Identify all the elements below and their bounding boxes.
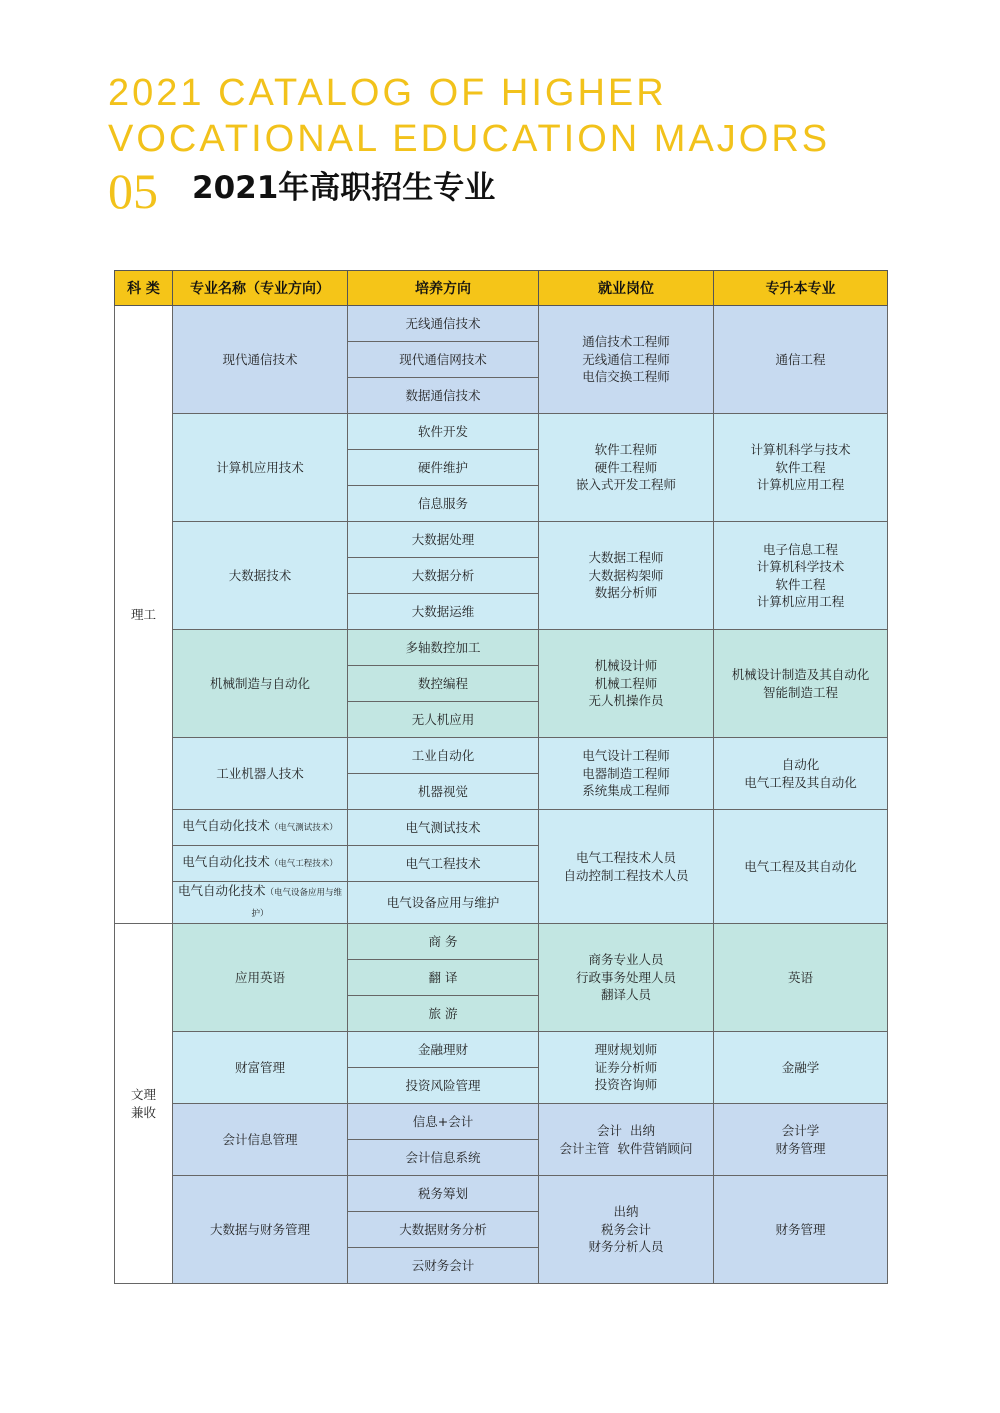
jobs-cell [539, 738, 714, 810]
upgrade-item: 电子信息工程 [762, 541, 838, 557]
direction-cell: 信息服务 [348, 486, 539, 522]
table-row [115, 414, 888, 450]
jobs-cell [539, 924, 714, 1032]
jobs-cell [539, 1104, 714, 1176]
upgrade-cell [714, 1104, 888, 1176]
job-item: 商务专业人员 [588, 952, 664, 968]
upgrade-item: 通信工程 [775, 351, 826, 367]
upgrade-item: 机械设计制造及其自动化 [731, 667, 870, 682]
upgrade-item: 金融学 [781, 1059, 820, 1075]
job-item: 嵌入式开发工程师 [575, 477, 676, 493]
english-heading-line2: VOCATIONAL EDUCATION MAJORS [108, 118, 831, 160]
upgrade-item: 会计学 [781, 1123, 820, 1138]
english-heading-line1: 2021 CATALOG OF HIGHER [108, 72, 667, 114]
jobs-cell [539, 414, 714, 522]
upgrade-item: 计算机应用工程 [756, 477, 845, 493]
direction-cell: 电气设备应用与维护 [348, 882, 539, 924]
upgrade-cell [714, 1032, 888, 1104]
upgrade-cell [714, 630, 888, 738]
major-name: 财富管理 [173, 1032, 348, 1104]
upgrade-item: 计算机应用工程 [756, 594, 845, 609]
upgrade-item: 计算机科学与技术 [750, 442, 851, 458]
upgrade-cell [714, 924, 888, 1032]
major-name-text: 电气自动化技术 [182, 818, 270, 834]
table-row [115, 522, 888, 558]
column-header-jobs: 就业岗位 [539, 271, 714, 306]
jobs-cell [539, 1176, 714, 1284]
job-item: 大数据构架师 [588, 567, 664, 583]
direction-cell: 税务筹划 [348, 1176, 539, 1212]
jobs-cell [539, 522, 714, 630]
job-item: 税务会计 [600, 1221, 651, 1237]
job-item: 会计 出纳 [597, 1123, 655, 1138]
job-item: 数据分析师 [594, 585, 658, 601]
jobs-cell [539, 1032, 714, 1104]
major-name: 现代通信技术 [173, 306, 348, 414]
job-item: 电气工程技术人员 [575, 850, 676, 865]
majors-table [114, 270, 888, 1284]
major-name [173, 846, 348, 882]
upgrade-cell [714, 522, 888, 630]
job-item: 通信技术工程师 [582, 334, 670, 350]
job-item: 行政事务处理人员 [575, 969, 676, 985]
major-name: 机械制造与自动化 [173, 630, 348, 738]
direction-cell: 工业自动化 [348, 738, 539, 774]
direction-cell: 旅 游 [348, 996, 539, 1032]
direction-cell: 大数据财务分析 [348, 1212, 539, 1248]
category-arts-science [115, 924, 173, 1284]
upgrade-item: 财务管理 [775, 1140, 826, 1156]
table-row [115, 630, 888, 666]
direction-cell: 金融理财 [348, 1032, 539, 1068]
job-item: 自动控制工程技术人员 [563, 867, 689, 883]
direction-cell: 硬件维护 [348, 450, 539, 486]
major-name: 计算机应用技术 [173, 414, 348, 522]
job-item: 机械工程师 [594, 675, 658, 691]
job-item: 投资咨询师 [594, 1077, 658, 1093]
major-name-text: 电气自动化技术 [177, 883, 266, 898]
major-name: 应用英语 [173, 924, 348, 1032]
major-name: 会计信息管理 [173, 1104, 348, 1176]
job-item: 软件工程师 [594, 442, 658, 458]
section-title: 2021年高职招生专业 [192, 170, 496, 206]
table-row [115, 1176, 888, 1212]
table-row [115, 1032, 888, 1068]
direction-cell: 多轴数控加工 [348, 630, 539, 666]
job-item: 理财规划师 [594, 1042, 658, 1058]
major-name [173, 810, 348, 846]
direction-cell: 电气工程技术 [348, 846, 539, 882]
english-heading [108, 70, 830, 162]
job-item: 财务分析人员 [588, 1239, 664, 1255]
table-row [115, 738, 888, 774]
jobs-cell [539, 810, 714, 924]
jobs-cell [539, 306, 714, 414]
major-direction-note: （电气工程技术） [269, 859, 338, 870]
upgrade-item: 英语 [787, 969, 813, 985]
upgrade-cell [714, 306, 888, 414]
direction-cell: 无线通信技术 [348, 306, 539, 342]
category-label: 文理 兼收 [130, 1087, 156, 1120]
upgrade-item: 软件工程 [775, 459, 826, 475]
column-header-category: 科 类 [115, 271, 173, 306]
direction-cell: 机器视觉 [348, 774, 539, 810]
direction-cell: 电气测试技术 [348, 810, 539, 846]
upgrade-cell [714, 414, 888, 522]
upgrade-item: 自动化 [781, 757, 820, 772]
direction-cell: 数控编程 [348, 666, 539, 702]
column-header-major: 专业名称（专业方向） [173, 271, 348, 306]
upgrade-item: 财务管理 [775, 1221, 826, 1237]
upgrade-item: 计算机科学技术 [756, 559, 845, 574]
upgrade-item: 软件工程 [775, 576, 826, 592]
table-row [115, 306, 888, 342]
direction-cell: 翻 译 [348, 960, 539, 996]
job-item: 无人机操作员 [588, 693, 664, 709]
direction-cell: 信息+会计 [348, 1104, 539, 1140]
category-science-engineering: 理工 [115, 306, 173, 924]
job-item: 电信交换工程师 [582, 369, 670, 385]
major-direction-note: （电气设备应用与维护） [251, 888, 343, 919]
job-item: 无线通信工程师 [582, 351, 670, 367]
major-name: 大数据技术 [173, 522, 348, 630]
direction-cell: 投资风险管理 [348, 1068, 539, 1104]
direction-cell: 大数据运维 [348, 594, 539, 630]
table-row [115, 924, 888, 960]
job-item: 系统集成工程师 [582, 783, 670, 799]
job-item: 机械设计师 [594, 658, 658, 674]
direction-cell: 大数据处理 [348, 522, 539, 558]
column-header-direction: 培养方向 [348, 271, 539, 306]
table-header-row [115, 271, 888, 306]
upgrade-item: 电气工程及其自动化 [744, 774, 857, 790]
direction-cell: 商 务 [348, 924, 539, 960]
job-item: 大数据工程师 [588, 550, 664, 566]
major-name [173, 882, 348, 924]
upgrade-cell [714, 738, 888, 810]
section-number: 05 [108, 163, 158, 219]
direction-cell: 会计信息系统 [348, 1140, 539, 1176]
major-name: 工业机器人技术 [173, 738, 348, 810]
job-item: 出纳 [613, 1204, 639, 1220]
job-item: 证券分析师 [594, 1059, 658, 1075]
column-header-upgrade: 专升本专业 [714, 271, 888, 306]
upgrade-cell [714, 1176, 888, 1284]
direction-cell: 现代通信网技术 [348, 342, 539, 378]
job-item: 电器制造工程师 [582, 765, 670, 781]
major-direction-note: （电气测试技术） [269, 823, 338, 834]
jobs-cell [539, 630, 714, 738]
direction-cell: 大数据分析 [348, 558, 539, 594]
major-name-text: 电气自动化技术 [182, 854, 270, 870]
direction-cell: 软件开发 [348, 414, 539, 450]
table-row [115, 1104, 888, 1140]
job-item: 会计主管 软件营销顾问 [559, 1140, 693, 1156]
upgrade-cell [714, 810, 888, 924]
major-name: 大数据与财务管理 [173, 1176, 348, 1284]
upgrade-item: 电气工程及其自动化 [744, 858, 857, 874]
job-item: 翻译人员 [600, 987, 651, 1003]
job-item: 硬件工程师 [594, 459, 658, 475]
direction-cell: 无人机应用 [348, 702, 539, 738]
job-item: 电气设计工程师 [582, 748, 670, 764]
upgrade-item: 智能制造工程 [762, 684, 838, 700]
direction-cell: 数据通信技术 [348, 378, 539, 414]
table-row [115, 810, 888, 846]
direction-cell: 云财务会计 [348, 1248, 539, 1284]
